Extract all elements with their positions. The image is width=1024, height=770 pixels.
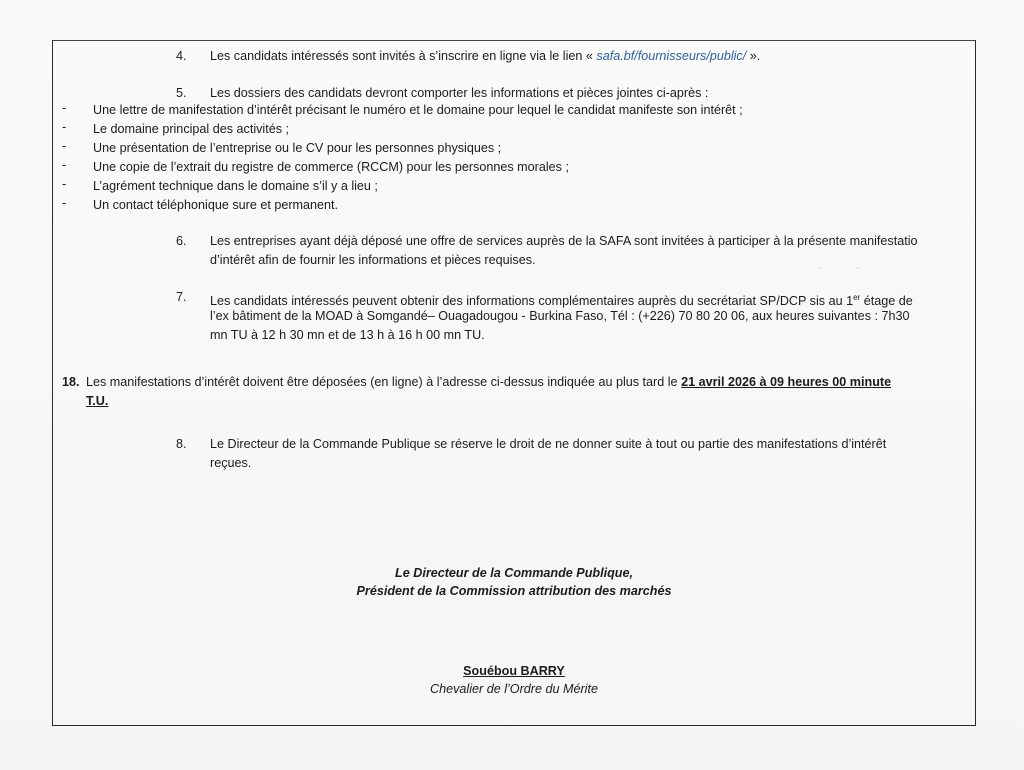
item-4-text-after: ».: [746, 49, 761, 63]
bullet-dash: -: [62, 139, 67, 153]
bullet-item: Le domaine principal des activités ;: [93, 122, 290, 136]
item-4-text-before: Les candidats intéressés sont invités à s’inscrire en ligne via le lien «: [210, 49, 597, 63]
superscript-er: er: [853, 293, 861, 302]
bullet-item: Une copie de l’extrait du registre de commerce (RCCM) pour les personnes morales ;: [93, 160, 569, 174]
item-8-number: 8.: [176, 437, 187, 451]
deadline-date: 21 avril 2026 à 09 heures 00 minute: [681, 375, 892, 389]
item-7-line-1-start: Les candidats intéressés peuvent obtenir des informations complémentaires auprès du secrétariat SP/DCP sis au 1: [210, 294, 854, 309]
item-18-text-main: Les manifestations d’intérêt doivent être déposées (en ligne) à l’adresse ci-dessus indiquée au plus tard le: [86, 375, 682, 389]
bullet-dash: -: [62, 177, 67, 191]
bullet-dash: -: [62, 196, 67, 210]
signatory-title-1: Le Directeur de la Commande Publique,: [395, 566, 633, 580]
scan-speck: ·: [818, 263, 822, 274]
item-6-line-2: d’intérêt afin de fournir les informations et pièces requises.: [210, 253, 536, 267]
item-4-text: [210, 47, 760, 66]
bullet-item: Un contact téléphonique sure et permanent.: [93, 198, 339, 212]
item-4-number: 4.: [176, 49, 187, 63]
bullet-item: L’agrément technique dans le domaine s’il y a lieu ;: [93, 179, 378, 193]
bullet-dash: -: [62, 101, 67, 115]
item-7-line-3: mn TU à 12 h 30 mn et de 13 h à 16 h 00 mn TU.: [210, 328, 485, 342]
signatory-name-text: Souébou BARRY: [463, 664, 565, 678]
item-5-text: Les dossiers des candidats devront comporter les informations et pièces jointes ci-après :: [210, 86, 709, 100]
signatory-name: [52, 664, 976, 678]
item-18-number: 18.: [62, 375, 80, 389]
item-8-line-2: reçues.: [210, 456, 252, 470]
item-6-line-1: Les entreprises ayant déjà déposé une offre de services auprès de la SAFA sont invitées à participer à la présente manifestatio: [210, 234, 918, 248]
bullet-item: Une présentation de l’entreprise ou le CV pour les personnes physiques ;: [93, 141, 502, 155]
scan-speck: ·: [856, 263, 860, 274]
item-18-text: [86, 373, 891, 392]
item-5-number: 5.: [176, 86, 187, 100]
deadline-timezone: T.U.: [86, 394, 109, 408]
supplier-portal-link[interactable]: safa.bf/fournisseurs/public/: [596, 49, 747, 63]
bullet-dash: -: [62, 120, 67, 134]
bullet-item: Une lettre de manifestation d’intérêt précisant le numéro et le domaine pour lequel le candidat manifeste son intérêt ;: [93, 103, 743, 117]
item-6-number: 6.: [176, 234, 187, 248]
item-7-line-1-end: étage de: [860, 294, 913, 309]
item-8-line-1: Le Directeur de la Commande Publique se réserve le droit de ne donner suite à tout ou partie des manifestations d’intérêt: [210, 437, 887, 451]
bullet-dash: -: [62, 158, 67, 172]
item-7-number: 7.: [176, 290, 187, 304]
item-7-line-2: l’ex bâtiment de la MOAD à Somgandé– Ouagadougou - Burkina Faso, Tél : (+226) 70 80 20 06, aux heures suivantes : 7h30: [210, 309, 910, 323]
signatory-title-2: Président de la Commission attribution des marchés: [356, 584, 672, 598]
signatory-honor: Chevalier de l’Ordre du Mérite: [430, 682, 598, 696]
